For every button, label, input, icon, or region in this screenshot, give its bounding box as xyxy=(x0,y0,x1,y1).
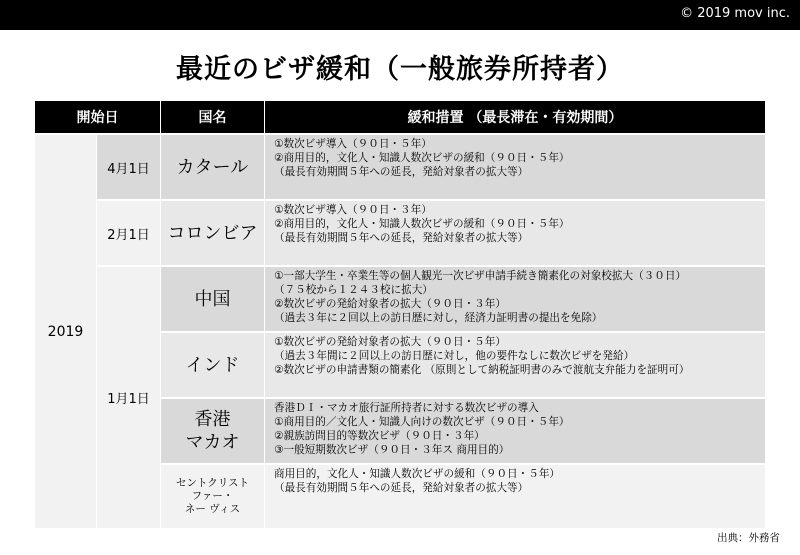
column-header-start-date: 開始日 xyxy=(35,101,160,133)
country-cell: コロンビア xyxy=(161,201,264,265)
column-header-measures: 緩和措置 （最長滞在・有効期間） xyxy=(265,101,765,133)
date-cell: 4月1日 xyxy=(97,135,160,199)
country-name-line: ファー・ xyxy=(191,490,234,502)
measures-cell: 香港ＤＩ・マカオ旅行証所持者に対する数次ビザの導入 ①商用目的／文化人・知識人向けの数次ビザ（９０日・５年） ②親族訪問目的等数次ビザ（９０日・３年） ③一般短期数次ビザ（９０日・３年ス 商用目的） xyxy=(265,399,765,463)
date-cell: 2月1日 xyxy=(97,201,160,265)
column-header-country: 国名 xyxy=(161,101,264,133)
country-cell: インド xyxy=(161,333,264,397)
country-cell: カタール xyxy=(161,135,264,199)
measures-cell: 商用目的，文化人・知識人数次ビザの緩和（９０日・５年） （最長有効期間５年への延長，発給対象者の拡大等） xyxy=(265,465,765,528)
country-cell: 中国 xyxy=(161,267,264,331)
country-cell xyxy=(161,399,264,463)
top-bar xyxy=(0,0,800,30)
country-cell xyxy=(161,465,264,528)
date-cell: 1月1日 xyxy=(97,267,160,528)
measures-cell: ①数次ビザの発給対象者の拡大（９０日・５年） （過去３年間に２回以上の訪日歴に対し，他の要件なしに数次ビザを発給） ②数次ビザの申請書類の簡素化 （原則として納税証明書のみで渡航支弁能力を証明可） xyxy=(265,333,765,397)
source-note: 出典：外務省 xyxy=(717,532,780,544)
country-name-line: 香港 xyxy=(194,409,231,430)
measures-cell: ①一部大学生・卒業生等の個人観光一次ビザ申請手続き簡素化の対象校拡大（３０日） （７５校から１２４３校に拡大） ②数次ビザの発給対象者の拡大（９０日・３年） （過去３年に２回以上の訪日歴に対し，経済力証明書の提出を免除） xyxy=(265,267,765,331)
measures-cell: ①数次ビザ導入（９０日・５年） ②商用目的，文化人・知識人数次ビザの緩和（９０日・５年） （最長有効期間５年への延長，発給対象者の拡大等） xyxy=(265,135,765,199)
measures-cell: ①数次ビザ導入（９０日・３年） ②商用目的，文化人・知識人数次ビザの緩和（９０日・５年） （最長有効期間５年への延長，発給対象者の拡大等） xyxy=(265,201,765,265)
country-name-line: ネー ヴィス xyxy=(184,503,241,515)
country-name-line: マカオ xyxy=(185,432,240,453)
page-title: 最近のビザ緩和（一般旅券所持者） xyxy=(176,54,624,85)
copyright-text: © 2019 mov inc. xyxy=(680,6,790,21)
country-name-line: セントクリスト xyxy=(175,477,250,489)
year-cell: 2019 xyxy=(35,135,96,528)
